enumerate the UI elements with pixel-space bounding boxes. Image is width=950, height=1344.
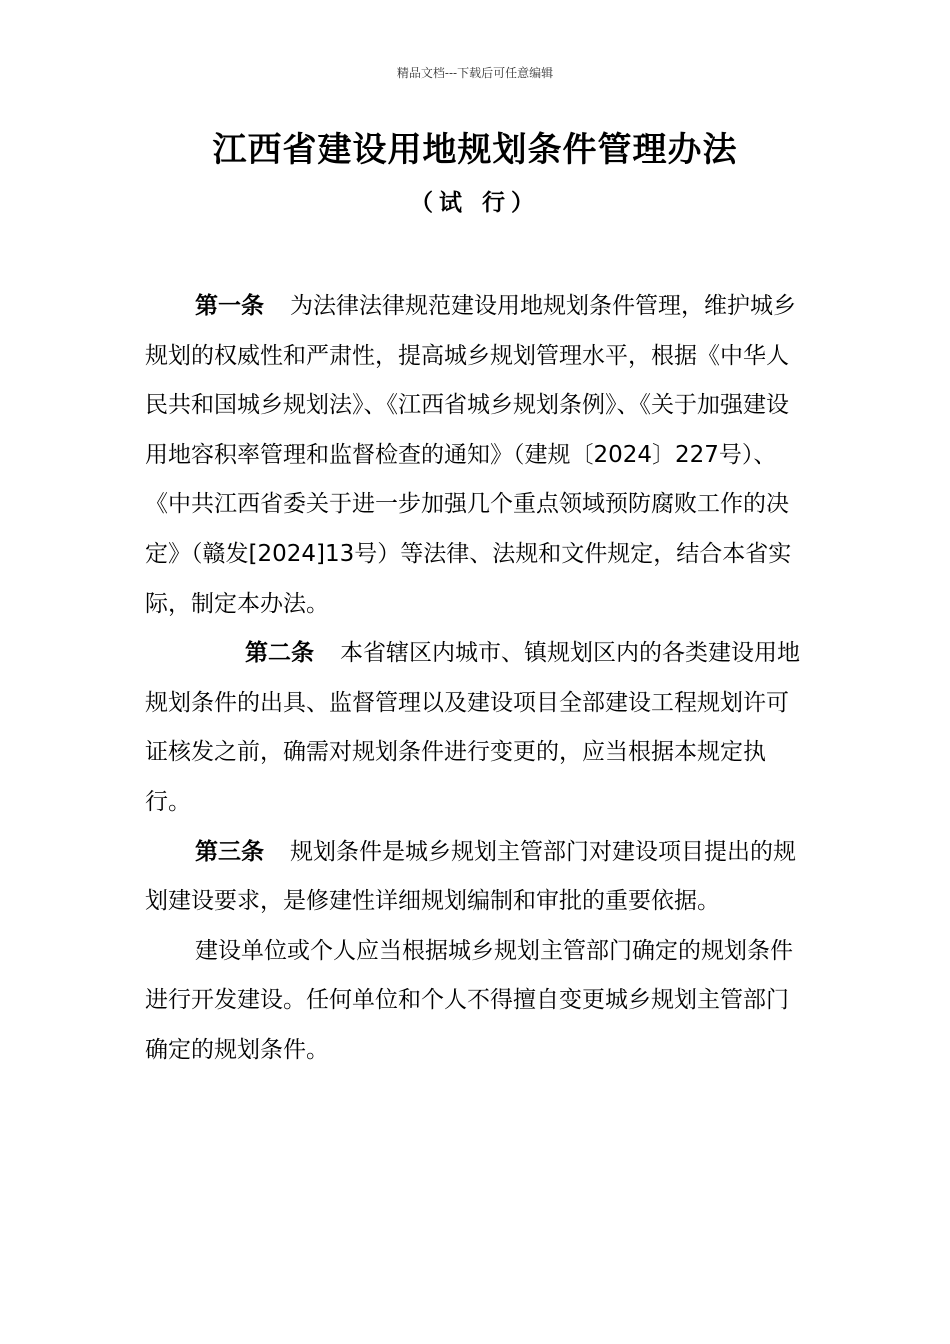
article-3-text: 规划条件是城乡规划主管部门对建设项目提出的规划建设要求，是修建性详细规划编制和审批的重要依据。 [145, 838, 796, 915]
article-3-paragraph-2: 建设单位或个人应当根据城乡规划主管部门确定的规划条件进行开发建设。任何单位和个人不得擅自变更城乡规划主管部门确定的规划条件。 [145, 937, 793, 1063]
header-note: 精品文档---下载后可任意编辑 [396, 66, 554, 80]
article-1 [145, 282, 805, 629]
article-3-label: 第三条 [195, 838, 264, 865]
article-2-label: 第二条 [245, 640, 314, 667]
document-title: 江西省建设用地规划条件管理办法 [212, 130, 738, 170]
article-2-text: 本省辖区内城市、镇规划区内的各类建设用地规划条件的出具、监督管理以及建设项目全部建设工程规划许可证核发之前，确需对规划条件进行变更的，应当根据本规定执行。 [145, 640, 800, 815]
article-3 [145, 828, 805, 927]
article-2 [145, 629, 805, 827]
document-body [145, 282, 805, 1076]
article-1-label: 第一条 [195, 293, 264, 319]
article-1-text: 为法律法律规范建设用地规划条件管理，维护城乡规划的权威性和严肃性，提高城乡规划管理水平，根据《中华人民共和国城乡规划法》、《江西省城乡规划条例》、《关于加强建设用地容积率管理和监督检查的通知》（建规〔2024〕227号）、《中共江西省委关于进一步加强几个重点领域预防腐败工作的决定》（赣发[2024]13号）等法律、法规和文件规定，结合本省实际，制定本办法。 [145, 293, 796, 617]
document-subtitle: （试 行） [409, 190, 540, 216]
